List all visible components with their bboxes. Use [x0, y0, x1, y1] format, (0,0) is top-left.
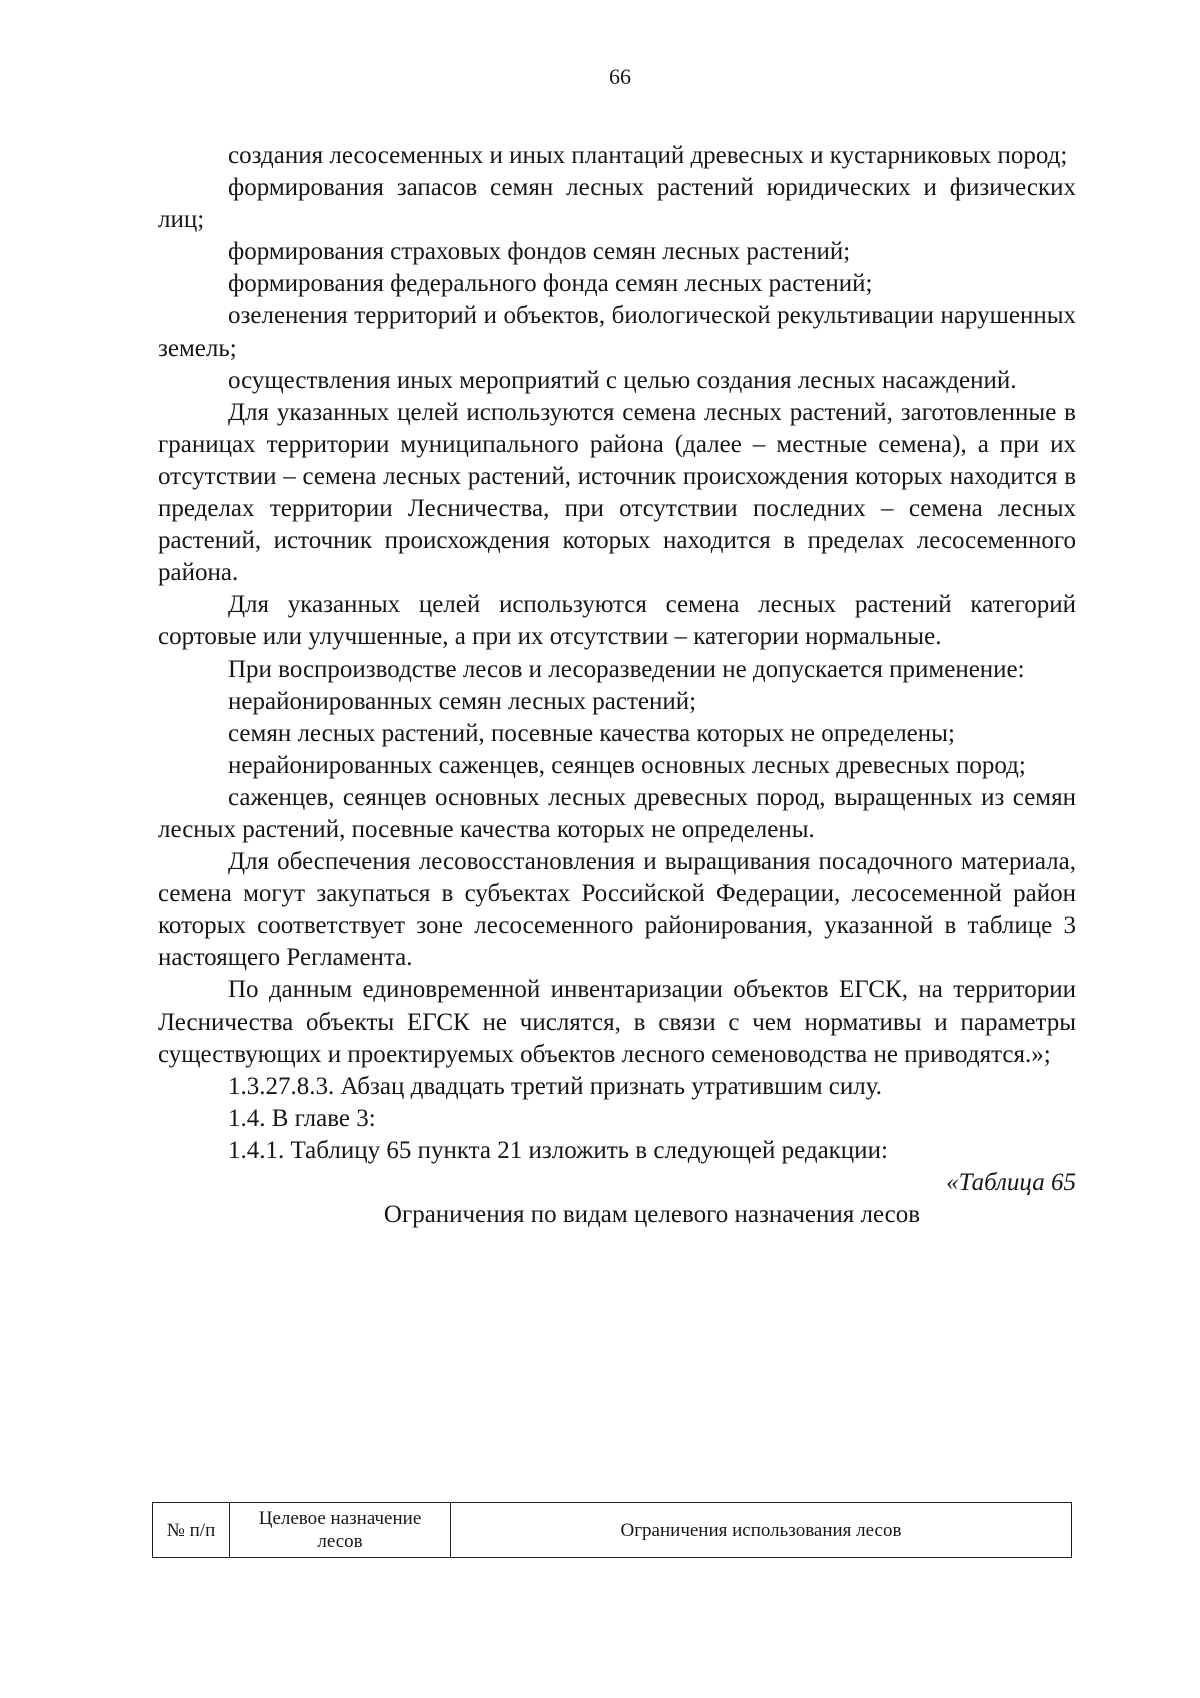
paragraph: формирования страховых фондов семян лесных растений; [228, 238, 851, 266]
header-cell-purpose: Целевое назначение лесов [230, 1503, 451, 1558]
paragraph: осуществления иных мероприятий с целью создания лесных насаждений. [228, 366, 1017, 394]
table-label: «Таблица 65 [946, 1169, 1076, 1196]
paragraph: Для указанных целей используются семена лесных растений, заготовленные в границах территории муниципального района (далее – местные семена), а при их отсутствии – семена лесных растений, источник происхождения которых находится в пределах территории Лесничества, при отсутствии последних – семена лесных растений, источник происхождения которых находится в пределах лесосеменного района. [158, 398, 1076, 587]
page-number: 66 [609, 64, 631, 89]
table-header-row [153, 1503, 1072, 1558]
paragraph: озеленения территорий и объектов, биологической рекультивации нарушенных земель; [158, 302, 1076, 362]
paragraph: Для указанных целей используются семена лесных растений категорий сортовые или улучшенные, а при их отсутствии – категории нормальные. [158, 591, 1076, 651]
document-body [158, 140, 1076, 1231]
paragraph: саженцев, сеянцев основных лесных древесных пород, выращенных из семян лесных растений, посевные качества которых не определены. [158, 783, 1076, 843]
paragraph: Для обеспечения лесовосстановления и выращивания посадочного материала, семена могут закупаться в субъектах Российской Федерации, лесосеменной район которых соответствует зоне лесосеменного районирования, указанной в таблице 3 настоящего Регламента. [158, 848, 1076, 972]
paragraph: формирования запасов семян лесных растений юридических и физических лиц; [158, 174, 1076, 234]
paragraph: создания лесосеменных и иных плантаций древесных и кустарниковых пород; [228, 142, 1068, 169]
header-cell-restrictions: Ограничения использования лесов [451, 1503, 1072, 1558]
paragraph: семян лесных растений, посевные качества которых не определены; [228, 719, 955, 747]
paragraph: При воспроизводстве лесов и лесоразведении не допускается применение: [228, 655, 1025, 683]
table-title: Ограничения по видам целевого назначения лесов [383, 1201, 921, 1229]
header-cell-number: № п/п [153, 1503, 230, 1558]
paragraph: По данным единовременной инвентаризации объектов ЕГСК, на территории Лесничества объекты ЕГСК не числятся, в связи с чем нормативы и параметры существующих и проектируемых объектов лесного семеноводства не приводятся.»; [158, 976, 1076, 1068]
paragraph: нерайонированных семян лесных растений; [228, 687, 697, 715]
paragraph: 1.3.27.8.3. Абзац двадцать третий признать утратившим силу. [228, 1072, 883, 1100]
paragraph: 1.4. В главе 3: [228, 1104, 376, 1132]
paragraph: формирования федерального фонда семян лесных растений; [228, 270, 873, 298]
restrictions-table [152, 1502, 1072, 1558]
paragraph: нерайонированных саженцев, сеянцев основных лесных древесных пород; [228, 751, 1026, 779]
paragraph: 1.4.1. Таблицу 65 пункта 21 изложить в следующей редакции: [228, 1136, 888, 1164]
